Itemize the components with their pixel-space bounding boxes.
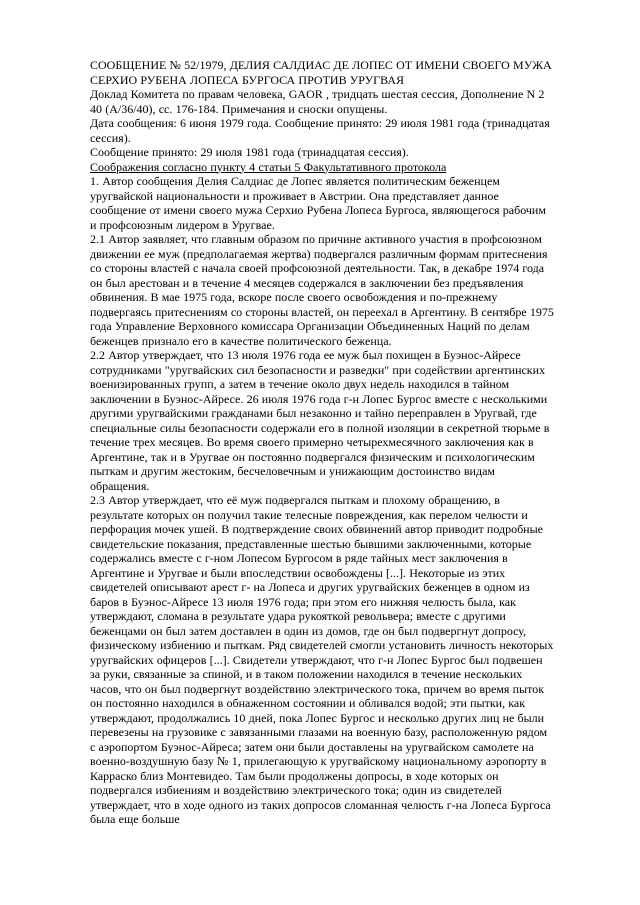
- paragraph-2-2: 2.2 Автор утверждает, что 13 июля 1976 года ее муж был похищен в Буэнос-Айресе сотрудниками "уругвайских сил безопасности и разведки" при содействии аргентинских военизированных групп, а затем в течение около двух недель находился в тайном заключении в Буэнос-Айресе. 26 июля 1976 года г-н Лопес Бургос вместе с несколькими другими уругвайскими гражданами был незаконно и тайно переправлен в Уругвай, где специальные силы безопасности содержали его в полной изоляции в секретной тюрьме в течение трех месяцев. Во время своего примерно четырехмесячного заключения как в Аргентине, так и в Уругвае он постоянно подвергался физическим и психологическим пыткам и другим жестоким, бесчеловечным и унижающим достоинство видам обращения.: [90, 348, 550, 493]
- adopted-line: Сообщение принято: 29 июля 1981 года (тринадцатая сессия).: [90, 145, 409, 159]
- date-line: Дата сообщения: 6 июня 1979 года. Сообщение принято: 29 июля 1981 года (тринадцатая сессия).: [90, 116, 550, 145]
- paragraph-1: 1. Автор сообщения Делия Салдиас де Лопес является политическим беженцем уругвайской национальности и проживает в Австрии. Она представляет данное сообщение от имени своего мужа Серхио Рубена Лопеса Бургоса, являющегося рабочим и профсоюзным лидером в Уругвае.: [90, 174, 546, 232]
- document-title: СООБЩЕНИЕ № 52/1979, ДЕЛИЯ САЛДИАС ДЕ ЛОПЕС ОТ ИМЕНИ СВОЕГО МУЖА СЕРХИО РУБЕНА ЛОПЕСА БУРГОСА ПРОТИВ УРУГВАЯ: [90, 58, 552, 87]
- paragraph-2-1: 2.1 Автор заявляет, что главным образом по причине активного участия в профсоюзном движении ее муж (предполагаемая жертва) подвергался различным формам притеснения со стороны властей с начала своей профсоюзной деятельности. Так, в декабре 1974 года он был арестован и в течение 4 месяцев содержался в заключении без предъявления обвинения. В мае 1975 года, вскоре после своего освобождения и по-прежнему подвергаясь притеснениям со стороны властей, он переехал в Аргентину. В сентябре 1975 года Управление Верховного комиссара Организации Объединенных Наций по делам беженцев признало его в качестве политического беженца.: [90, 232, 554, 348]
- document-body: [90, 58, 555, 827]
- source-note: Доклад Комитета по правам человека, GAOR , тридцать шестая сессия, Дополнение N 2 40 (A/36/40), сс. 176-184. Примечания и сноски опущены.: [90, 87, 545, 116]
- paragraph-2-3: 2.3 Автор утверждает, что её муж подвергался пыткам и плохому обращению, в результате которых он получил такие телесные повреждения, как перелом челюсти и перфорация мочек ушей. В подтверждение своих обвинений автор приводит подробные свидетельские показания, представленные шестью бывшими заключенными, которые содержались вместе с г-ном Лопесом Бургосом в ряде тайных мест заключения в Аргентине и Уругвае и были впоследствии освобождены [...]. Некоторые из этих свидетелей описывают арест г- на Лопеса и других уругвайских беженцев в одном из баров в Буэнос-Айресе 13 июля 1976 года; при этом его нижняя челюсть была, как утверждают, сломана в результате удара рукояткой револьвера; вместе с другими беженцами он был затем доставлен в один из домов, где он был подвергнут допросу, физическому избиению и пыткам. Ряд свидетелей смогли установить личность некоторых уругвайских офицеров [...]. Свидетели утверждают, что г-н Лопес Бургос был подвешен за руки, связанные за спиной, и в таком положении находился в течение нескольких часов, что он был подвергнут воздействию электрического тока, причем во время пыток он постоянно находился в обнаженном состоянии и обливался водой; эти пытки, как утверждают, продолжались 10 дней, пока Лопес Бургос и несколько других лиц не были перевезены на грузовике с завязанными глазами на военную базу, расположенную рядом с аэропортом Буэнос-Айреса; затем они были доставлены на уругвайском самолете на военно-воздушную базу № 1, прилегающую к уругвайскому национальному аэропорту в Карраско близ Монтевидео. Там были продолжены допросы, в ходе которых он подвергался избиениям и воздействию электрического тока; один из свидетелей утверждает, что в ходе одного из таких допросов сломанная челюсть г-на Лопеса Бургоса была еще больше: [90, 493, 554, 826]
- section-heading: Соображения согласно пункту 4 статьи 5 Факультативного протокола: [90, 159, 447, 174]
